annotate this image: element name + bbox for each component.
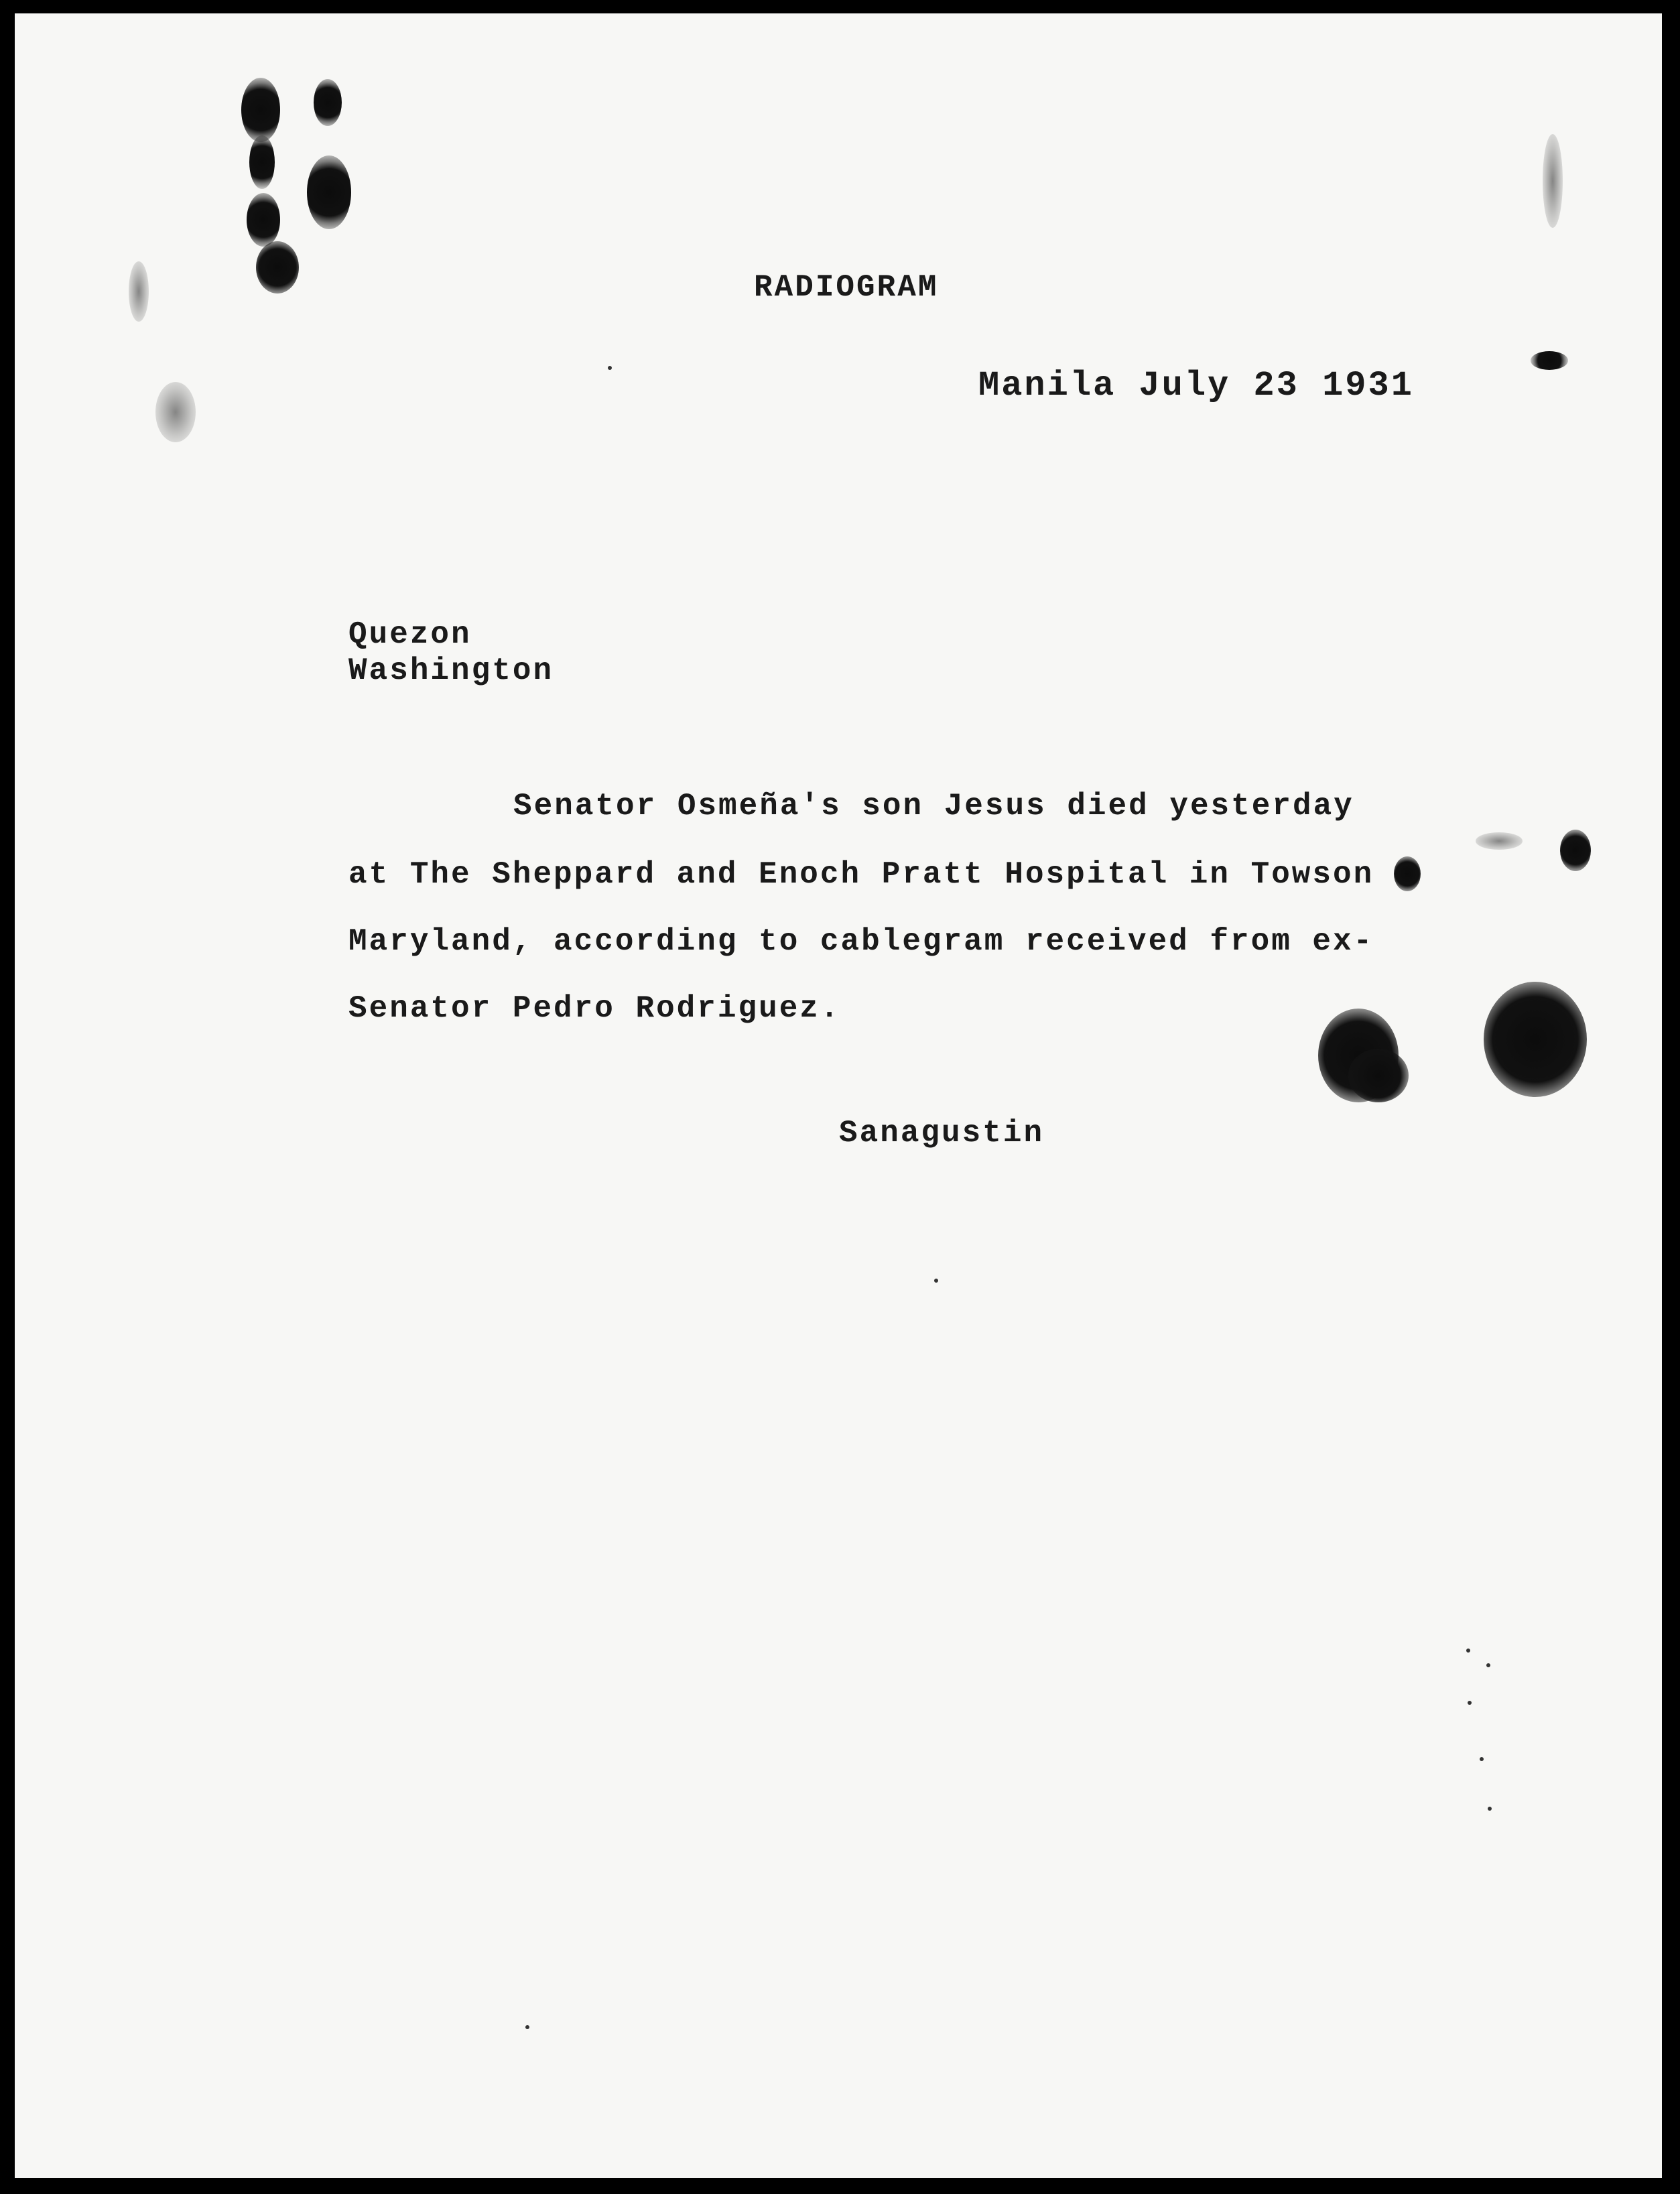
ink-blot <box>241 78 280 142</box>
ink-smudge <box>155 382 196 442</box>
ink-blot <box>314 79 342 126</box>
speck <box>608 366 612 370</box>
ink-smudge <box>129 261 149 322</box>
ink-blot <box>1531 351 1568 370</box>
dateline: Manila July 23 1931 <box>978 366 1414 405</box>
speck <box>934 1279 938 1283</box>
speck <box>1486 1663 1490 1667</box>
addressee-place: Washington <box>348 653 554 688</box>
ink-blot <box>1484 982 1587 1097</box>
ink-blot <box>256 241 299 294</box>
document-heading: RADIOGRAM <box>754 270 939 305</box>
body-line: Senator Pedro Rodriguez. <box>348 991 841 1026</box>
body-line: Senator Osmeña's son Jesus died yesterday <box>513 789 1354 824</box>
addressee-name: Quezon <box>348 617 472 652</box>
ink-smudge <box>1543 134 1563 228</box>
speck <box>1488 1807 1492 1811</box>
ink-blot <box>1560 830 1591 871</box>
ink-blot <box>1348 1049 1409 1102</box>
ink-blot <box>249 135 275 189</box>
speck <box>1480 1757 1484 1761</box>
speck <box>1468 1701 1472 1705</box>
signature: Sanagustin <box>839 1116 1045 1151</box>
ink-blot <box>307 155 351 229</box>
ink-blot <box>247 193 280 247</box>
body-line: at The Sheppard and Enoch Pratt Hospital in Towson <box>348 857 1374 892</box>
body-line: Maryland, according to cablegram received from ex- <box>348 924 1374 959</box>
document-page <box>15 13 1662 2178</box>
ink-smudge <box>1476 832 1523 850</box>
speck <box>525 2025 529 2029</box>
speck <box>1466 1649 1470 1653</box>
ink-blot <box>1394 856 1421 891</box>
